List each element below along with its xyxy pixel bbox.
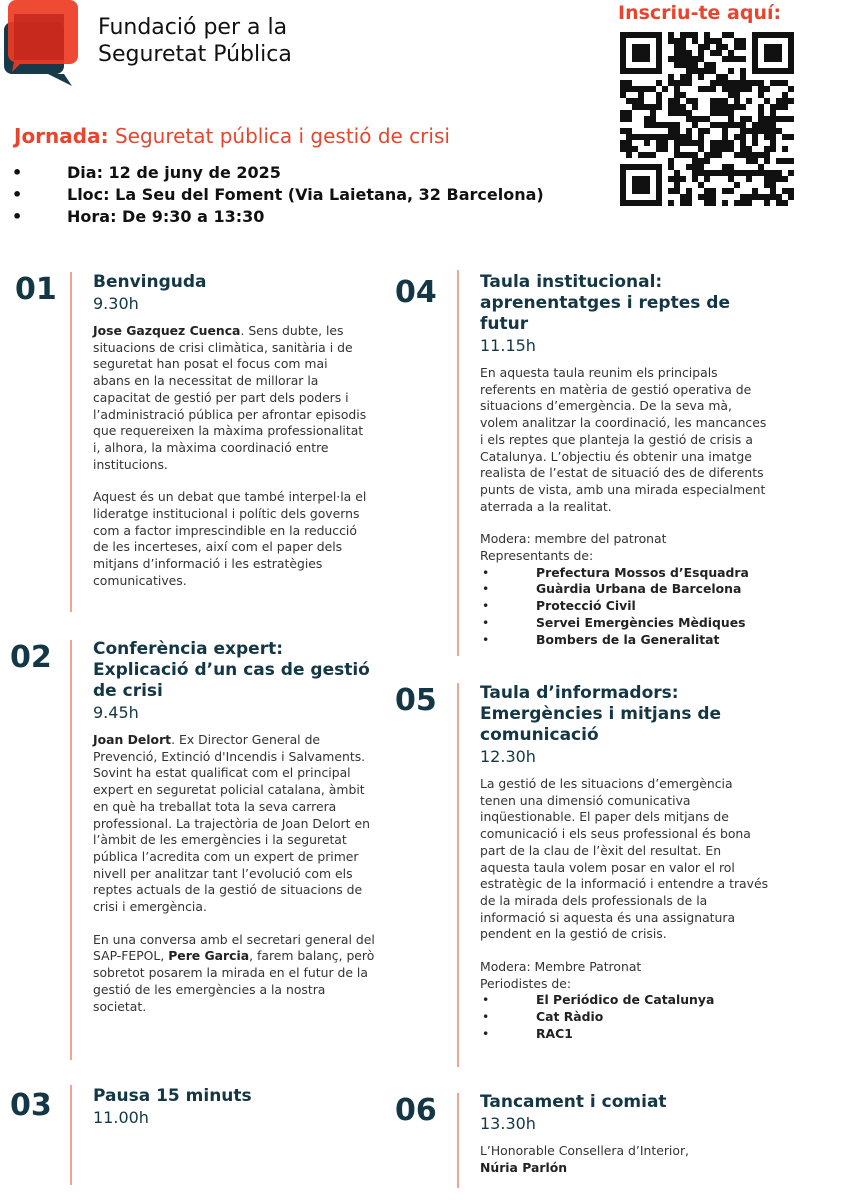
session-time: 9.45h bbox=[93, 703, 139, 722]
participants-list bbox=[480, 565, 780, 649]
paragraph-text: . Ex Director General de Prevenció, Extinció d'Incendis i Salvaments. Sovint ha estat qualificat com el principal expert en seguretat policial catalana, àmbit en què ha treballat tota la seva carrera professional. La trajectòria de Joan Delort en l’àmbit de les emergències i la seguretat pública l’acredita com un expert de primer nivell per analitzar tant l’evolució com els reptes actuals de la gestió de situacions de crisi i emergència. bbox=[93, 732, 370, 915]
session-time: 11.00h bbox=[93, 1108, 149, 1127]
session-description-2 bbox=[93, 932, 378, 1016]
event-title bbox=[14, 124, 450, 148]
organization-name bbox=[98, 14, 292, 68]
session-time: 9.30h bbox=[93, 294, 139, 313]
session-number: 05 bbox=[395, 683, 437, 718]
divider bbox=[457, 270, 459, 656]
session-02 bbox=[93, 639, 378, 1031]
list-item: • Prefectura Mossos d’Esquadra bbox=[480, 565, 780, 582]
session-time: 11.15h bbox=[480, 336, 536, 355]
speaker-name: Joan Delort bbox=[93, 732, 172, 747]
participants-list bbox=[480, 992, 770, 1042]
session-title: Taula d’informadors: Emergències i mitjans de comunicació bbox=[480, 683, 722, 745]
session-number: 01 bbox=[15, 272, 57, 307]
list-label: Representants de: bbox=[480, 548, 594, 564]
session-description bbox=[93, 732, 378, 916]
session-number: 04 bbox=[395, 275, 437, 310]
session-06 bbox=[480, 1092, 770, 1176]
foundation-logo bbox=[0, 0, 82, 86]
list-item: • Cat Ràdio bbox=[480, 1009, 770, 1026]
session-03 bbox=[93, 1086, 373, 1137]
list-item: • Protecció Civil bbox=[480, 598, 780, 615]
list-item: • El Periódico de Catalunya bbox=[480, 992, 770, 1009]
session-title: Pausa 15 minuts bbox=[93, 1086, 252, 1106]
speaker-name: Pere Garcia bbox=[168, 948, 250, 964]
session-time: 12.30h bbox=[480, 747, 536, 766]
divider bbox=[70, 272, 72, 612]
list-item: • Bombers de la Generalitat bbox=[480, 632, 780, 649]
event-details bbox=[10, 162, 544, 228]
list-item: • RAC1 bbox=[480, 1026, 770, 1043]
paragraph-text: En una conversa amb el secretari general del SAP-FEPOL, bbox=[93, 931, 375, 964]
session-title: Conferència expert: Explicació d’un cas de gestió de crisi bbox=[93, 639, 370, 701]
org-name-line1: Fundació per a la bbox=[98, 15, 288, 40]
session-number: 02 bbox=[10, 640, 52, 675]
session-05 bbox=[480, 683, 770, 1043]
session-time: 13.30h bbox=[480, 1114, 536, 1133]
session-number: 06 bbox=[395, 1093, 437, 1128]
event-label: Jornada: bbox=[14, 124, 109, 148]
session-01 bbox=[93, 272, 368, 606]
session-description: L’Honorable Consellera d’Interior, bbox=[480, 1143, 689, 1158]
speaker-name: Jose Gazquez Cuenca bbox=[93, 323, 241, 338]
register-label: Inscriu-te aquí: bbox=[618, 2, 782, 24]
divider bbox=[70, 1085, 72, 1185]
divider bbox=[457, 683, 459, 1067]
paragraph-text: , farem balanç, però sobretot posarem la mirada en el futur de la gestió de les emergències a la nostra societat. bbox=[93, 948, 375, 1014]
org-name-line2: Seguretat Pública bbox=[98, 42, 292, 67]
moderator: Modera: Membre Patronat bbox=[480, 959, 642, 975]
divider bbox=[457, 1093, 459, 1188]
speaker-name: Núria Parlón bbox=[480, 1159, 568, 1175]
event-time: • Hora: De 9:30 a 13:30 bbox=[10, 206, 544, 228]
event-date: • Dia: 12 de juny de 2025 bbox=[10, 162, 544, 184]
session-04 bbox=[480, 272, 780, 648]
event-location: • Lloc: La Seu del Foment (Via Laietana, 32 Barcelona) bbox=[10, 184, 544, 206]
session-description bbox=[93, 323, 368, 473]
session-description: En aquesta taula reunim els principals referents en matèria de gestió operativa de situacions d’emergència. De la seva mà, volem analitzar la coordinació, les mancances i els reptes que planteja la gestió de crisis a Catalunya. L’objectiu és obtenir una imatge realista de l’estat de situació des de diferents punts de vista, amb una mirada especialment aterrada a la realitat. bbox=[480, 365, 767, 514]
registration-qr-code[interactable] bbox=[620, 32, 794, 206]
list-item: • Guàrdia Urbana de Barcelona bbox=[480, 581, 780, 598]
moderator: Modera: membre del patronat bbox=[480, 531, 667, 547]
list-label: Periodistes de: bbox=[480, 975, 572, 991]
session-description-2: Aquest és un debat que també interpel·la el lideratge institucional i polític dels governs com a factor imprescindible en la reducció de les incerteses, així com el paper dels mitjans d’informació i les estratègies comunicatives. bbox=[93, 489, 367, 588]
event-name: Seguretat pública i gestió de crisi bbox=[114, 124, 450, 148]
session-number: 03 bbox=[10, 1088, 52, 1123]
session-description: La gestió de les situacions d’emergència tenen una dimensió comunicativa inqüestionable. El paper dels mitjans de comunicació i els seus professional és bona part de la clau de l’èxit del resultat. En aquesta taula volem posar en valor el rol estratègic de la informació i entendre a través de la mirada dels professionals de la informació si aquesta és una assignatura pendent en la gestió de crisis. bbox=[480, 776, 769, 942]
session-title: Taula institucional: aprenentatges i reptes de futur bbox=[480, 272, 730, 334]
paragraph-text: . Sens dubte, les situacions de crisi climàtica, sanitària i de seguretat han posat el focus com mai abans en la necessitat de millorar la capacitat de gestió per part dels poders i l’administració pública per afrontar episodis que requereixen la màxima professionalitat i, alhora, la màxima coordinació entre institucions. bbox=[93, 323, 367, 472]
session-title: Tancament i comiat bbox=[480, 1092, 667, 1112]
session-title: Benvinguda bbox=[93, 272, 207, 292]
list-item: • Servei Emergències Mèdiques bbox=[480, 615, 780, 632]
divider bbox=[70, 640, 72, 1060]
